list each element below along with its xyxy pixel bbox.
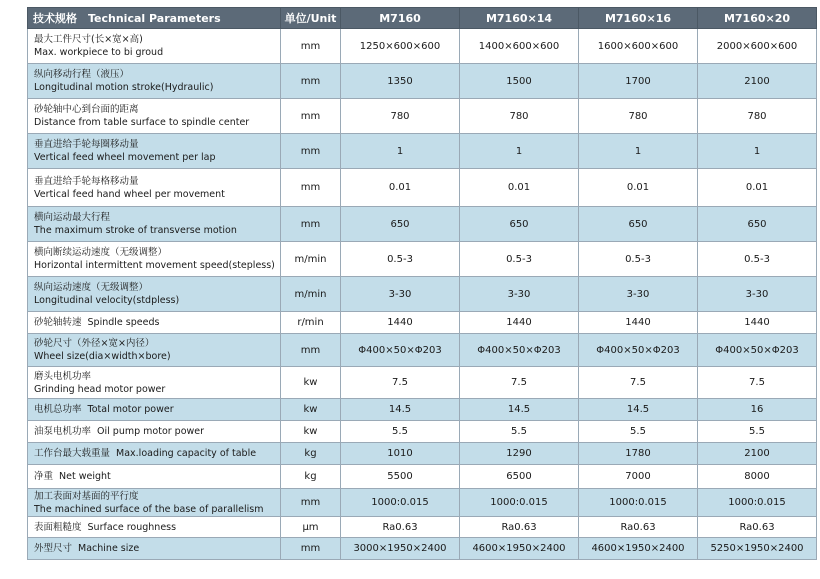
value-cell: 1440 [341,312,460,334]
parameter-name-cn: 垂直进给手轮每格移动量 [34,175,139,187]
parameter-name-cn: 外型尺寸 [34,543,73,554]
value-cell: 1400×600×600 [460,29,579,64]
parameter-name-cn: 横向运动最大行程 [34,212,111,223]
value-cell: 1000:0.015 [341,489,460,517]
value-cell: 1600×600×600 [579,29,698,64]
parameter-name-en: Grinding head motor power [34,383,166,395]
parameter-name-en: Spindle speeds [87,317,160,328]
value-cell: 14.5 [579,399,698,421]
value-cell: 14.5 [460,399,579,421]
header-parameters: 技术规格 Technical Parameters [28,8,281,29]
value-cell: 1250×600×600 [341,29,460,64]
parameter-name-en: Oil pump motor power [97,426,205,437]
parameter-name-cn: 表面粗糙度 [34,521,82,533]
value-cell: 2100 [698,64,817,99]
value-cell: 780 [460,99,579,134]
table-row [28,277,817,312]
value-cell: Φ400×50×Φ203 [460,334,579,367]
table-row [28,29,817,64]
value-cell: 4600×1950×2400 [460,538,579,560]
table-row [28,489,817,517]
parameter-name-en: Vertical feed wheel movement per lap [34,152,216,163]
value-cell: 7.5 [579,367,698,399]
parameter-name-en: Machine size [78,543,140,554]
value-cell: Ra0.63 [698,517,817,538]
value-cell: 650 [698,207,817,242]
value-cell: 7.5 [698,367,817,399]
table-row [28,169,817,207]
value-cell: 1290 [460,443,579,465]
parameter-cell [28,465,281,489]
unit-cell: kg [281,465,341,489]
unit-cell: kw [281,399,341,421]
table-row [28,334,817,367]
table-row [28,538,817,560]
value-cell: 6500 [460,465,579,489]
table-row [28,367,817,399]
value-cell: 2000×600×600 [698,29,817,64]
value-cell: 5.5 [698,421,817,443]
value-cell: Ra0.63 [460,517,579,538]
parameter-name-en: Distance from table surface to spindle center [34,117,250,128]
value-cell: 3-30 [341,277,460,312]
parameter-cell [28,334,281,367]
parameter-name-en: Surface roughness [87,521,177,533]
value-cell: 1 [698,134,817,169]
parameter-cell [28,134,281,169]
value-cell: 14.5 [341,399,460,421]
table-row [28,134,817,169]
value-cell: 1010 [341,443,460,465]
parameter-name-en: Vertical feed hand wheel per movement [34,188,225,200]
parameter-name-en: Max.loading capacity of table [116,448,257,459]
value-cell: 3-30 [579,277,698,312]
value-cell: 1000:0.015 [460,489,579,517]
value-cell: 3-30 [460,277,579,312]
parameter-cell [28,421,281,443]
value-cell: 5.5 [341,421,460,443]
unit-cell: mm [281,134,341,169]
parameter-cell [28,64,281,99]
unit-cell: mm [281,169,341,207]
parameter-cell [28,99,281,134]
unit-cell: mm [281,207,341,242]
value-cell: 1780 [579,443,698,465]
parameter-name-cn: 砂轮轴中心到台面的距离 [34,104,139,115]
value-cell: 1440 [579,312,698,334]
value-cell: Φ400×50×Φ203 [579,334,698,367]
parameter-cell [28,207,281,242]
value-cell: 0.01 [460,169,579,207]
unit-cell: kw [281,421,341,443]
value-cell: Ra0.63 [341,517,460,538]
parameter-name-cn: 横向断续运动速度（无级调整） [34,247,168,258]
value-cell: 1000:0.015 [579,489,698,517]
value-cell: 1 [460,134,579,169]
value-cell: 0.01 [698,169,817,207]
value-cell: 650 [341,207,460,242]
value-cell: 7.5 [341,367,460,399]
header-model-m7160x20: M7160×20 [698,8,817,29]
value-cell: 1 [341,134,460,169]
parameter-name-en: Longitudinal velocity(stdpless) [34,295,180,306]
technical-parameters-table [27,7,817,560]
value-cell: 650 [579,207,698,242]
header-model-m7160: M7160 [341,8,460,29]
value-cell: Ra0.63 [579,517,698,538]
parameter-cell [28,277,281,312]
value-cell: 1350 [341,64,460,99]
parameter-cell [28,538,281,560]
parameter-name-cn: 净重 [34,471,54,482]
value-cell: 0.5-3 [341,242,460,277]
value-cell: 16 [698,399,817,421]
value-cell: 1700 [579,64,698,99]
table-row [28,465,817,489]
table-row [28,64,817,99]
value-cell: 650 [460,207,579,242]
value-cell: 780 [341,99,460,134]
value-cell: 0.01 [341,169,460,207]
parameter-name-cn: 纵向移动行程（液压） [34,69,130,80]
table-row [28,207,817,242]
unit-cell: μm [281,517,341,538]
table-row [28,421,817,443]
unit-cell: kg [281,443,341,465]
parameter-name-cn: 油泵电机功率 [34,426,92,437]
header-model-m7160x16: M7160×16 [579,8,698,29]
value-cell: Φ400×50×Φ203 [698,334,817,367]
unit-cell: mm [281,29,341,64]
parameter-name-cn: 电机总功率 [34,404,82,415]
value-cell: 1440 [460,312,579,334]
parameter-name-cn: 纵向运动速度（无级调整） [34,282,149,293]
parameter-name-cn: 磨头电机功率 [34,370,92,382]
value-cell: 5500 [341,465,460,489]
parameter-cell [28,443,281,465]
parameter-name-cn: 砂轮轴转速 [34,317,82,328]
value-cell: 4600×1950×2400 [579,538,698,560]
parameter-cell [28,169,281,207]
value-cell: 2100 [698,443,817,465]
parameter-name-en: Horizontal intermittent movement speed(stepless) [34,260,275,271]
value-cell: 8000 [698,465,817,489]
table-row [28,399,817,421]
value-cell: 7.5 [460,367,579,399]
parameter-name-en: Max. workpiece to bi groud [34,47,164,58]
parameter-name-en: Longitudinal motion stroke(Hydraulic) [34,82,214,93]
parameter-cell [28,489,281,517]
unit-cell: mm [281,99,341,134]
parameter-name-cn: 垂直进给手轮每圈移动量 [34,139,139,150]
table-row [28,99,817,134]
parameter-name-en: The machined surface of the base of parallelism [34,503,264,515]
parameter-cell [28,242,281,277]
value-cell: 3-30 [698,277,817,312]
table-row [28,312,817,334]
value-cell: 5.5 [460,421,579,443]
parameter-name-en: Total motor power [87,404,174,415]
value-cell: 780 [579,99,698,134]
value-cell: 1500 [460,64,579,99]
unit-cell: mm [281,489,341,517]
value-cell: 1 [579,134,698,169]
unit-cell: m/min [281,242,341,277]
value-cell: 0.5-3 [460,242,579,277]
parameter-name-cn: 最大工件尺寸(长×宽×高) [34,34,143,45]
value-cell: 3000×1950×2400 [341,538,460,560]
value-cell: 5.5 [579,421,698,443]
parameter-name-cn: 砂轮尺寸（外径×宽×内径） [34,338,155,349]
unit-cell: r/min [281,312,341,334]
parameter-cell [28,367,281,399]
value-cell: 7000 [579,465,698,489]
unit-cell: mm [281,334,341,367]
header-unit: 单位/Unit [281,8,341,29]
table-row [28,443,817,465]
unit-cell: m/min [281,277,341,312]
parameter-name-cn: 工作台最大载重量 [34,448,111,459]
value-cell: 5250×1950×2400 [698,538,817,560]
parameter-name-en: The maximum stroke of transverse motion [34,225,237,236]
value-cell: 0.5-3 [579,242,698,277]
parameter-cell [28,312,281,334]
value-cell: Φ400×50×Φ203 [341,334,460,367]
value-cell: 0.01 [579,169,698,207]
table-row [28,242,817,277]
parameter-name-cn: 加工表面对基面的平行度 [34,490,139,502]
unit-cell: mm [281,64,341,99]
parameter-cell [28,517,281,538]
table-header-row [28,8,817,29]
parameter-name-en: Wheel size(dia×width×bore) [34,351,171,362]
unit-cell: kw [281,367,341,399]
value-cell: 1000:0.015 [698,489,817,517]
header-model-m7160x14: M7160×14 [460,8,579,29]
parameter-name-en: Net weight [59,471,111,482]
parameter-cell [28,399,281,421]
parameter-cell [28,29,281,64]
unit-cell: mm [281,538,341,560]
table-row [28,517,817,538]
value-cell: 1440 [698,312,817,334]
value-cell: 0.5-3 [698,242,817,277]
value-cell: 780 [698,99,817,134]
table-body [28,29,817,560]
